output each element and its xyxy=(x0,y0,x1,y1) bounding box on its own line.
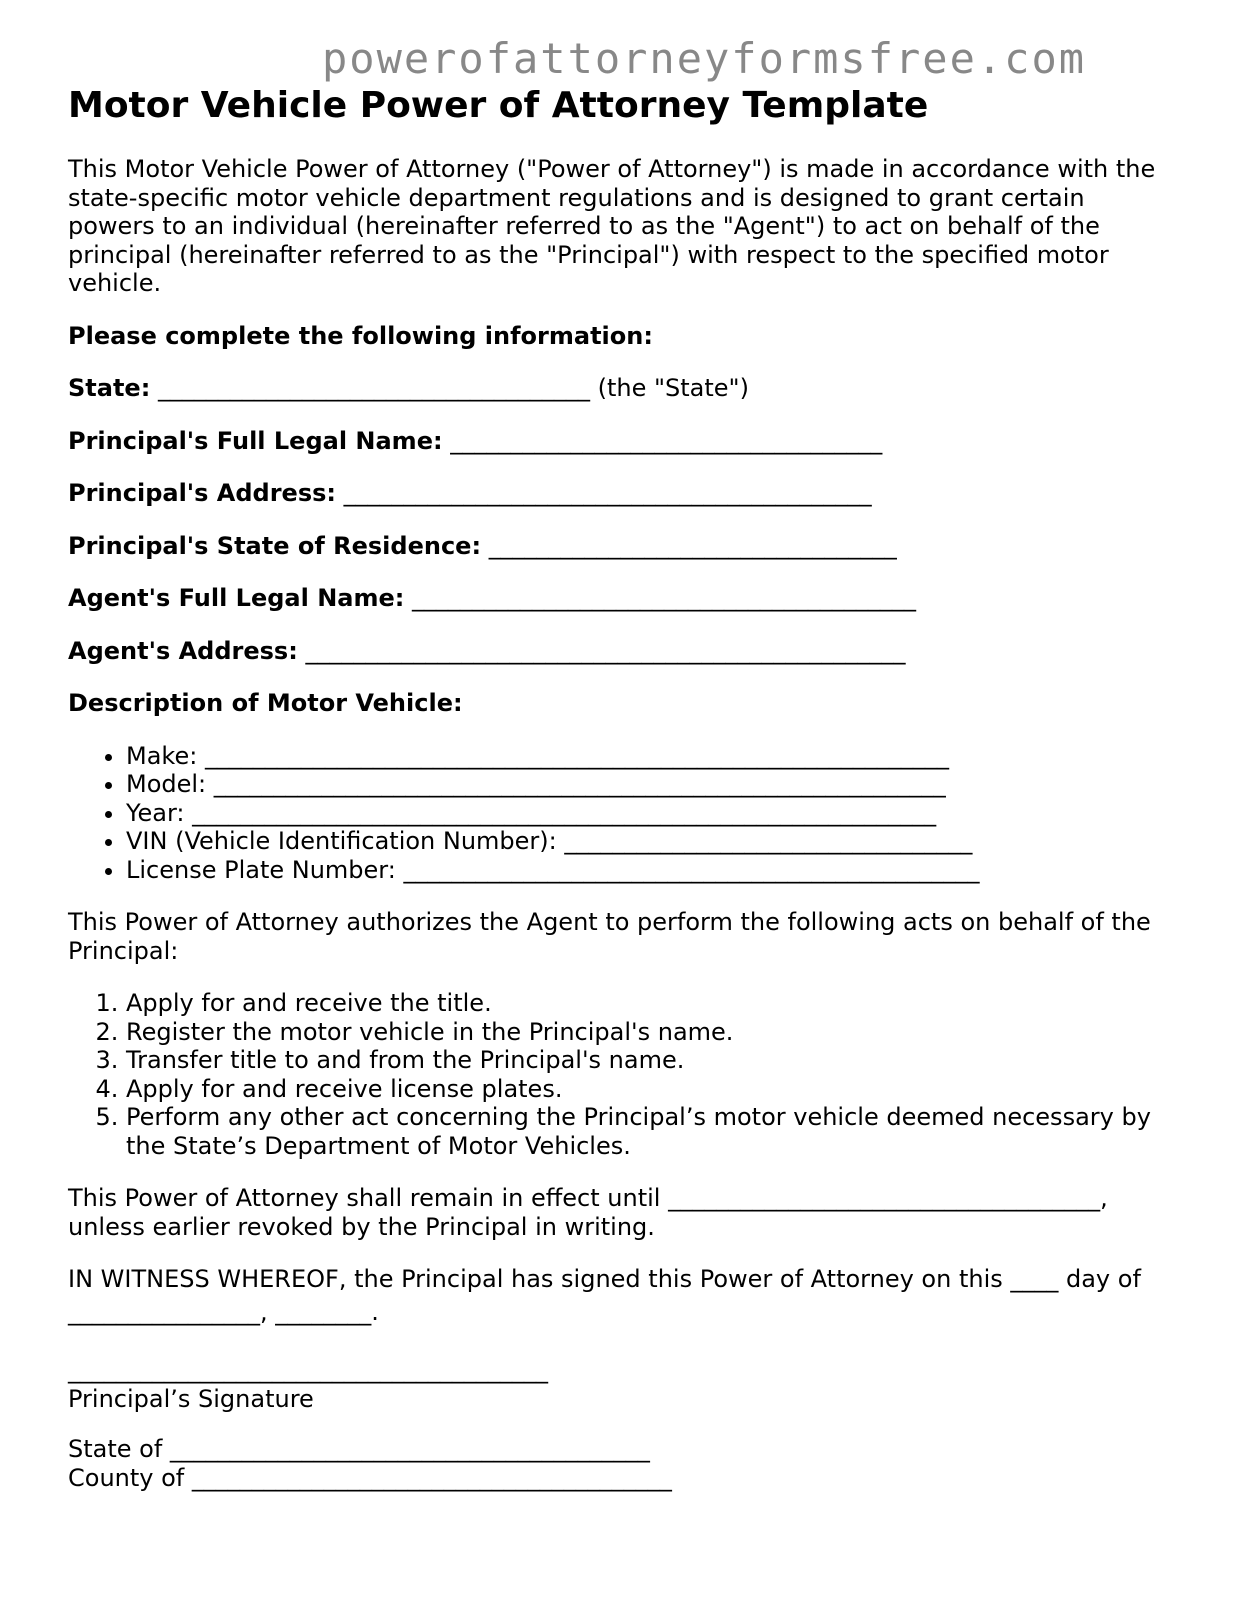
document-page xyxy=(68,84,1178,1492)
authorization-paragraph: This Power of Attorney authorizes the Agent to perform the following acts on behalf of the Principal: xyxy=(68,908,1151,965)
notary-state[interactable]: State of ________________________________________ xyxy=(68,1435,650,1463)
agent-name-blank[interactable]: __________________________________________ xyxy=(412,584,917,612)
principal-name-blank[interactable]: ____________________________________ xyxy=(450,426,883,455)
page-title: Motor Vehicle Power of Attorney Template xyxy=(68,85,929,126)
principal-name-field xyxy=(68,427,1178,456)
agent-address-field xyxy=(68,637,1178,666)
list-item: 5. Perform any other act concerning the Principal’s motor vehicle deemed necessary by the State’s Department of Motor Vehicles. xyxy=(126,1103,1178,1160)
principal-address-field xyxy=(68,479,1178,508)
agent-name-field xyxy=(68,584,1178,613)
witness-paragraph xyxy=(68,1265,1178,1326)
effect-line-1[interactable]: This Power of Attorney shall remain in effect until ____________________________________, xyxy=(68,1184,1108,1212)
list-item: 4. Apply for and receive license plates. xyxy=(126,1075,1178,1104)
list-item: 2. Register the motor vehicle in the Principal's name. xyxy=(126,1018,1178,1047)
principal-residence-label: Principal's State of Residence: xyxy=(68,531,482,560)
signature-line[interactable]: ________________________________________ xyxy=(68,1356,548,1384)
notary-county[interactable]: County of ________________________________________ xyxy=(68,1463,672,1492)
list-item: 1. Apply for and receive the title. xyxy=(126,989,1178,1018)
state-suffix: (the "State") xyxy=(589,374,749,402)
vehicle-list xyxy=(68,742,1178,885)
state-blank[interactable]: ____________________________________ xyxy=(157,374,590,402)
witness-line-2[interactable]: ________________, ________. xyxy=(68,1297,379,1326)
principal-residence-blank[interactable]: __________________________________ xyxy=(488,531,897,560)
principal-name-label: Principal's Full Legal Name: xyxy=(68,426,443,455)
principal-address-blank[interactable]: ____________________________________________ xyxy=(343,479,872,507)
principal-residence-field xyxy=(68,532,1178,561)
list-item[interactable]: • Model: _____________________________________________________________ xyxy=(126,770,1178,799)
list-item[interactable]: • VIN (Vehicle Identification Number): __________________________________ xyxy=(126,827,1178,856)
intro-paragraph: This Motor Vehicle Power of Attorney ("Power of Attorney") is made in accordance with the state-specific motor vehicle department regulations and is designed to grant certain powers to an individual (hereinafter referred to as the "Agent") to act on behalf of the principal (hereinafter referred to as the "Principal") with respect to the specified motor vehicle. xyxy=(68,155,1156,297)
agent-name-label: Agent's Full Legal Name: xyxy=(68,584,405,612)
principal-address-label: Principal's Address: xyxy=(68,479,336,507)
list-item[interactable]: • Year: ______________________________________________________________ xyxy=(126,799,1178,828)
list-item[interactable]: • Make: ______________________________________________________________ xyxy=(126,742,1178,771)
instructions-heading: Please complete the following information: xyxy=(68,321,653,350)
agent-address-label: Agent's Address: xyxy=(68,636,298,665)
signature-label: Principal’s Signature xyxy=(68,1384,314,1413)
acts-list xyxy=(68,989,1178,1160)
agent-address-blank[interactable]: __________________________________________________ xyxy=(305,636,906,665)
effect-line-2: unless earlier revoked by the Principal in writing. xyxy=(68,1212,655,1241)
watermark: powerofattorneyformsfree.com xyxy=(322,34,1087,83)
list-item[interactable]: • License Plate Number: ________________________________________________ xyxy=(126,856,1178,885)
effect-paragraph xyxy=(68,1184,1178,1241)
witness-line-1[interactable]: IN WITNESS WHEREOF, the Principal has signed this Power of Attorney on this ____ day of xyxy=(68,1265,1141,1293)
list-item: 3. Transfer title to and from the Principal's name. xyxy=(126,1046,1178,1075)
state-field xyxy=(68,374,1178,403)
vehicle-heading: Description of Motor Vehicle: xyxy=(68,689,463,717)
state-label: State: xyxy=(68,374,151,402)
